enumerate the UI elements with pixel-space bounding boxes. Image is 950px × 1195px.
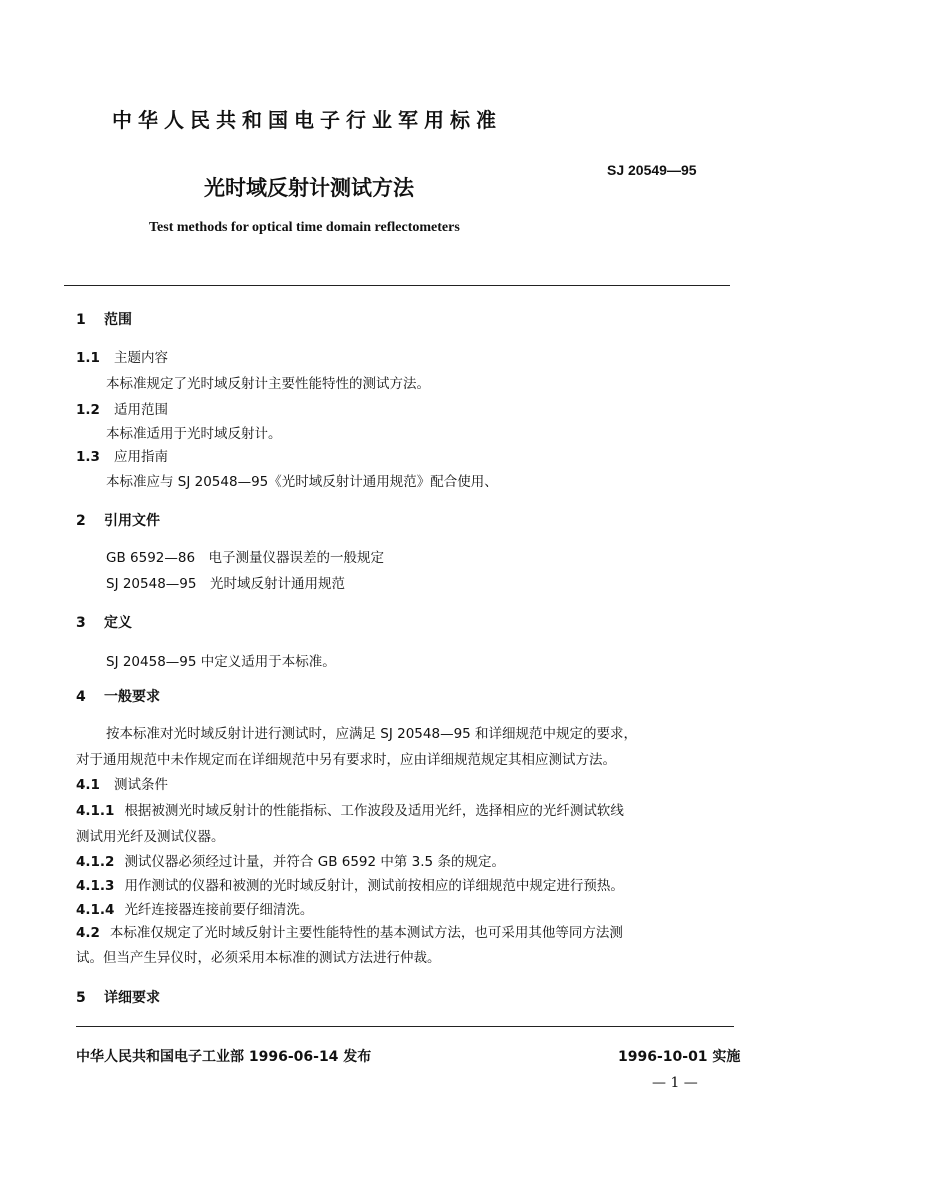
clause-number: 4.1.4: [76, 902, 115, 918]
section-number: 1: [76, 312, 86, 328]
standard-category-heading: 中华人民共和国电子行业军用标准: [112, 108, 502, 132]
clause-number: 4.1: [76, 777, 100, 793]
clause-title: 应用指南: [114, 449, 168, 465]
section-number: 3: [76, 615, 86, 631]
english-title: Test methods for optical time domain reflectometers: [149, 220, 460, 235]
clause-4-1-4: [76, 898, 313, 918]
issue-date: 中华人民共和国电子工业部 1996-06-14 发布: [76, 1049, 372, 1065]
clause-number: 4.1.2: [76, 854, 115, 870]
clause-4-1-1: [76, 799, 624, 819]
section-number: 4: [76, 689, 86, 705]
section-4-heading: [76, 686, 160, 706]
effective-date: 1996-10-01 实施: [618, 1049, 741, 1065]
clause-title: 适用范围: [114, 402, 168, 418]
section-3-heading: [76, 612, 132, 632]
clause-number: 4.2: [76, 925, 100, 941]
clause-text: 测试仪器必须经过计量，并符合 GB 6592 中第 3.5 条的规定。: [124, 854, 505, 870]
section-title: 定义: [104, 615, 132, 631]
section-4-paragraph-line: 对于通用规范中未作规定而在详细规范中另有要求时，应由详细规范规定其相应测试方法。: [76, 752, 616, 768]
clause-1-1-text: 本标准规定了光时域反射计主要性能特性的测试方法。: [106, 376, 430, 392]
clause-number: 1.1: [76, 350, 100, 366]
clause-text: 用作测试的仪器和被测的光时域反射计，测试前按相应的详细规范中规定进行预热。: [124, 878, 624, 894]
section-1-heading: [76, 309, 132, 329]
header-divider: [64, 285, 730, 286]
clause-4-1-1-continuation: 测试用光纤及测试仪器。: [76, 829, 225, 845]
section-4-paragraph-line: 按本标准对光时域反射计进行测试时，应满足 SJ 20548—95 和详细规范中规定的要求，: [106, 726, 638, 742]
section-title: 范围: [104, 312, 132, 328]
clause-4-2: [76, 921, 623, 941]
section-2-heading: [76, 510, 160, 530]
document-title: 光时域反射计测试方法: [204, 176, 414, 200]
section-5-heading: [76, 987, 160, 1007]
clause-title: 测试条件: [114, 777, 168, 793]
clause-1-3-text: 本标准应与 SJ 20548—95《光时域反射计通用规范》配合使用、: [106, 474, 498, 490]
page-number: — 1 —: [652, 1075, 698, 1091]
clause-text: 光纤连接器连接前要仔细清洗。: [124, 902, 314, 918]
clause-text: 根据被测光时域反射计的性能指标、工作波段及适用光纤，选择相应的光纤测试软线: [124, 803, 624, 819]
section-title: 一般要求: [104, 689, 160, 705]
clause-number: 4.1.3: [76, 878, 115, 894]
section-title: 详细要求: [104, 990, 160, 1006]
section-number: 2: [76, 513, 86, 529]
clause-4-1-3: [76, 874, 624, 894]
clause-1-3-heading: [76, 445, 168, 465]
clause-text: 本标准仅规定了光时域反射计主要性能特性的基本测试方法，也可采用其他等同方法测: [109, 925, 623, 941]
clause-4-2-continuation: 试。但当产生异仪时，必须采用本标准的测试方法进行仲裁。: [76, 950, 441, 966]
clause-number: 1.2: [76, 402, 100, 418]
clause-1-2-text: 本标准适用于光时域反射计。: [106, 426, 282, 442]
section-number: 5: [76, 990, 86, 1006]
standard-code: SJ 20549—95: [607, 162, 697, 178]
clause-title: 主题内容: [114, 350, 168, 366]
clause-1-2-heading: [76, 398, 168, 418]
clause-4-1-heading: [76, 773, 168, 793]
reference-item: GB 6592—86 电子测量仪器误差的一般规定: [106, 550, 385, 566]
section-3-text: SJ 20458—95 中定义适用于本标准。: [106, 654, 336, 670]
clause-number: 4.1.1: [76, 803, 115, 819]
clause-number: 1.3: [76, 449, 100, 465]
reference-item: SJ 20548—95 光时域反射计通用规范: [106, 576, 345, 592]
footer-divider: [76, 1026, 734, 1027]
clause-4-1-2: [76, 850, 505, 870]
section-title: 引用文件: [104, 513, 160, 529]
clause-1-1-heading: [76, 346, 168, 366]
